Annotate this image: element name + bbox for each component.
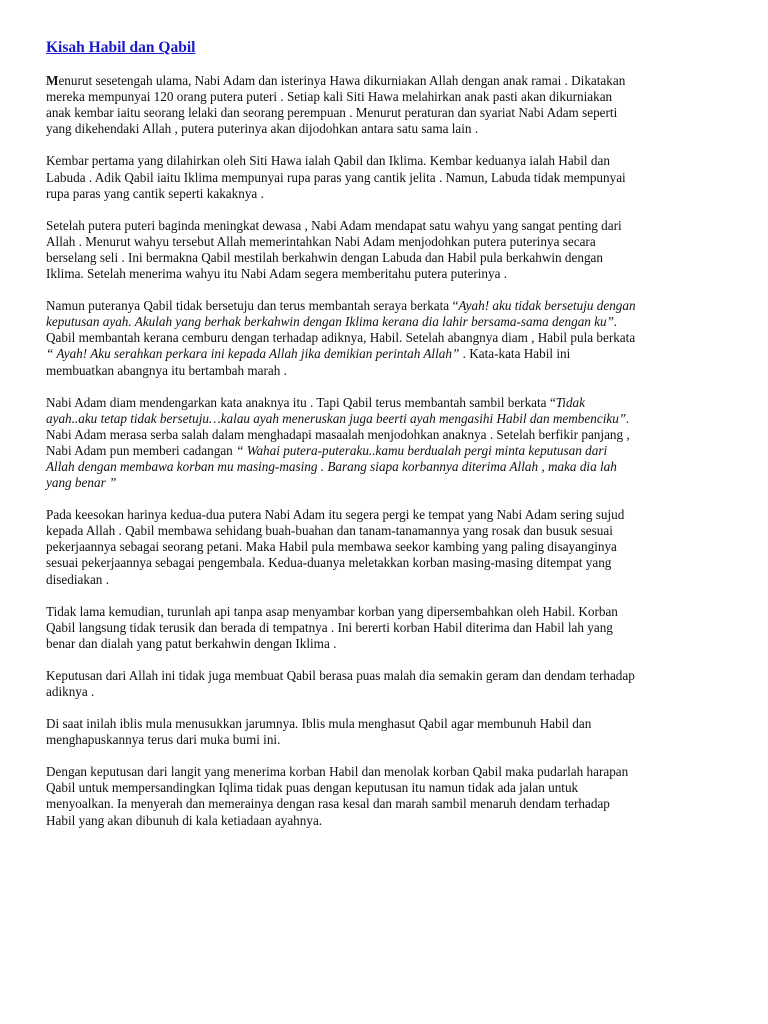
text-line: [46, 314, 736, 330]
text-run: kepada Allah . Qabil membawa sehidang buah-buahan dan tanam-tanamannya yang rosak dan busuk sesuai: [46, 523, 613, 539]
text-run: Nabi Adam merasa serba salah dalam menghadapi masaalah menjodohkan anaknya . Setelah berfikir panjang ,: [46, 426, 630, 442]
text-line: [46, 668, 736, 684]
italic-text: Allah dengan membawa korban mu masing-masing . Barang siapa korbannya diterima Allah , maka dia lah: [46, 458, 617, 474]
paragraph: [46, 668, 736, 700]
text-run: anak kembar iaitu seorang lelaki dan seorang perempuan . Menurut peraturan dan syariat Nabi Adam seperti: [46, 105, 618, 121]
paragraph: [46, 73, 736, 137]
paragraph: [46, 153, 736, 201]
text-line: [46, 764, 736, 780]
italic-text: ayah..aku tetap tidak bersetuju…kalau ayah meneruskan juga beerti ayah mengasihi Habil dan membenciku”.: [46, 410, 630, 426]
italic-text: yang benar ”: [46, 475, 117, 491]
text-run: adiknya .: [46, 684, 95, 699]
text-line: [46, 234, 736, 250]
document-title[interactable]: Kisah Habil dan Qabil: [46, 39, 196, 56]
text-line: [46, 716, 736, 732]
text-run: pekerjaannya sebagai seorang petani. Maka Habil pula membawa seekor kambing yang paling disayanginya: [46, 539, 617, 555]
text-run: . Kata-kata Habil ini: [462, 346, 571, 362]
text-line: [46, 620, 736, 636]
text-line: [46, 218, 736, 234]
text-run: membuatkan abangnya itu bertambah marah .: [46, 362, 287, 378]
text-line: [46, 459, 736, 475]
document-page: [46, 40, 736, 845]
text-run: menyoalkan. Ia menyerah dan memerainya dengan rasa kesal dan marah sambil menaruh dendam terhadap: [46, 796, 610, 812]
text-run: berselang seli . Ini bermakna Qabil mestilah berkahwin dengan Labuda dan Habil pula berkahwin dengan: [46, 249, 603, 265]
italic-text: “ Wahai putera-puteraku..kamu berdualah pergi minta keputusan dari: [236, 442, 608, 458]
text-run: Labuda . Adik Qabil iaitu Iklima mempunyai rupa paras yang cantik jelita . Namun, Labuda tidak mempunyai: [46, 169, 626, 185]
text-line: [46, 636, 736, 652]
text-run: rupa paras yang cantik seperti kakaknya .: [46, 185, 264, 201]
italic-text: Tidak: [555, 394, 585, 410]
text-run: mereka mempunyai 120 orang putera puteri . Setiap kali Siti Hawa melahirkan anak pasti akan dikurniakan: [46, 89, 613, 105]
text-run: Nabi Adam diam mendengarkan kata anaknya itu . Tapi Qabil terus membantah sambil berkata “: [46, 394, 556, 410]
text-line: [46, 153, 736, 169]
text-line: [46, 298, 736, 314]
text-run: Allah . Menurut wahyu tersebut Allah memerintahkan Nabi Adam menjodohkan putera puterinya secara: [46, 233, 596, 249]
text-line: [46, 555, 736, 571]
text-run: enurut sesetengah ulama, Nabi Adam dan isterinya Hawa dikurniakan Allah dengan anak ramai . Dikatakan: [58, 73, 626, 89]
text-run: Qabil membantah kerana cemburu dengan terhadap adiknya, Habil. Setelah abangnya diam , Habil pula berkata: [46, 330, 636, 346]
drop-letter: M: [46, 73, 59, 89]
text-run: Qabil untuk mempersandingkan Iqlima tidak puas dengan keputusan itu namun tidak ada jalan untuk: [46, 780, 579, 796]
paragraph: [46, 507, 736, 587]
text-run: menghapuskannya terus dari muka bumi ini.: [46, 732, 281, 748]
paragraph: [46, 298, 736, 378]
text-line: [46, 250, 736, 266]
text-line: [46, 266, 736, 282]
paragraph: [46, 395, 736, 492]
text-line: [46, 411, 736, 427]
text-line: [46, 780, 736, 796]
text-line: [46, 121, 736, 137]
text-line: [46, 105, 736, 121]
text-run: Setelah putera puteri baginda meningkat dewasa , Nabi Adam mendapat satu wahyu yang sangat penting dari: [46, 217, 622, 233]
text-run: Kembar pertama yang dilahirkan oleh Siti Hawa ialah Qabil dan Iklima. Kembar keduanya ialah Habil dan: [46, 153, 610, 169]
text-run: yang dikehendaki Allah , putera puterinya akan dijodohkan antara satu sama lain .: [46, 121, 479, 137]
text-line: [46, 475, 736, 491]
text-line: [46, 684, 736, 700]
italic-text: keputusan ayah. Akulah yang berhak berkahwin dengan Iklima kerana dia lahir bersama-sama dengan ku”.: [46, 314, 618, 330]
text-line: [46, 813, 736, 829]
text-run: Dengan keputusan dari langit yang menerima korban Habil dan menolak korban Qabil maka pudarlah harapan: [46, 764, 629, 780]
text-run: sesuai pekerjaannya sebagai pengembala. Kedua-duanya meletakkan korban masing-masing ditempat yang: [46, 555, 612, 571]
text-line: [46, 395, 736, 411]
document-body: [46, 73, 736, 829]
text-line: [46, 443, 736, 459]
text-line: [46, 732, 736, 748]
text-line: [46, 170, 736, 186]
italic-text: Ayah! aku tidak bersetuju dengan: [458, 298, 636, 314]
text-line: [46, 73, 736, 89]
text-run: Di saat inilah iblis mula menusukkan jarumnya. Iblis mula menghasut Qabil agar membunuh Habil dan: [46, 716, 592, 732]
text-line: [46, 89, 736, 105]
paragraph: [46, 764, 736, 828]
text-run: Qabil langsung tidak terusik dan berada di tempatnya . Ini bererti korban Habil diterima dan Habil lah yang: [46, 619, 613, 635]
text-run: Keputusan dari Allah ini tidak juga membuat Qabil berasa puas malah dia semakin geram dan dendam terhadap: [46, 667, 635, 683]
text-run: Iklima. Setelah menerima wahyu itu Nabi Adam segera memberitahu putera puterinya .: [46, 266, 508, 282]
text-line: [46, 572, 736, 588]
text-run: Tidak lama kemudian, turunlah api tanpa asap menyambar korban yang dipersembahkan oleh Habil. Korban: [46, 603, 618, 619]
text-line: [46, 186, 736, 202]
text-line: [46, 330, 736, 346]
text-line: [46, 523, 736, 539]
paragraph: [46, 218, 736, 282]
text-run: Habil yang akan dibunuh di kala ketiadaan ayahnya.: [46, 812, 323, 828]
paragraph: [46, 604, 736, 652]
text-run: Namun puteranya Qabil tidak bersetuju dan terus membantah seraya berkata “: [46, 298, 459, 314]
text-line: [46, 427, 736, 443]
text-line: [46, 363, 736, 379]
text-run: disediakan .: [46, 571, 109, 587]
text-line: [46, 604, 736, 620]
italic-text: “ Ayah! Aku serahkan perkara ini kepada Allah jika demikian perintah Allah”: [46, 346, 463, 362]
text-run: benar dan dialah yang patut berkahwin dengan Iklima .: [46, 635, 337, 651]
text-line: [46, 507, 736, 523]
text-line: [46, 539, 736, 555]
text-run: Nabi Adam pun memberi cadangan: [46, 442, 237, 458]
text-line: [46, 796, 736, 812]
paragraph: [46, 716, 736, 748]
text-run: Pada keesokan harinya kedua-dua putera Nabi Adam itu segera pergi ke tempat yang Nabi Adam sering sujud: [46, 507, 625, 523]
text-line: [46, 346, 736, 362]
